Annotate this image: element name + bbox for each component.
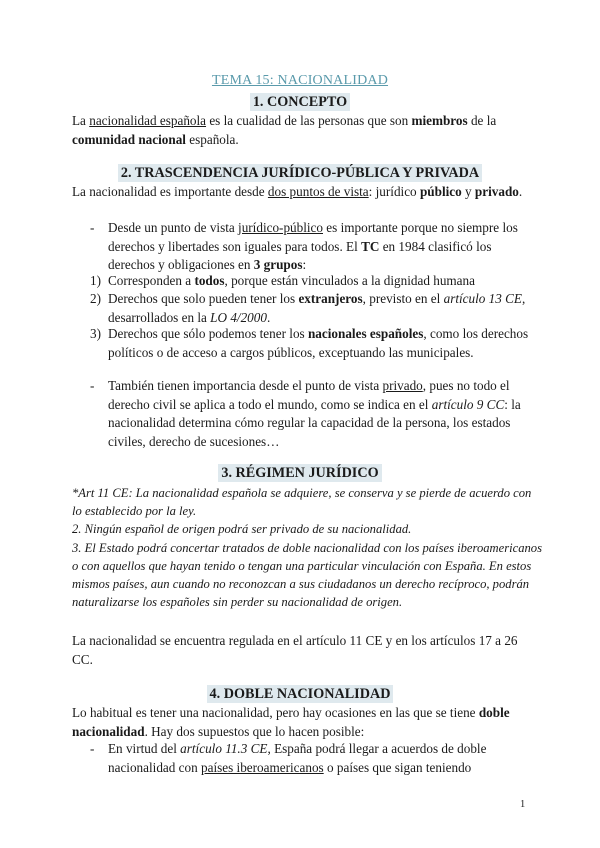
numbered-item-2: 2) Derechos que solo pueden tener los extranjeros, previsto en el artículo 13 CE, desarrollados en la LO 4/2000. <box>90 291 526 325</box>
section-heading-doble: 4. DOBLE NACIONALIDAD <box>0 684 600 704</box>
paragraph-doble-intro: Lo habitual es tener una nacionalidad, pero hay ocasiones en las que se tiene doble nacionalidad. Hay dos supuestos que lo hacen posible: <box>72 705 510 739</box>
section-heading-trascendencia: 2. TRASCENDENCIA JURÍDICO-PÚBLICA Y PRIVADA <box>0 163 600 183</box>
section-heading-concepto: 1. CONCEPTO <box>0 92 600 112</box>
quote-line-2: 2. Ningún español de origen podrá ser privado de su nacionalidad. <box>72 522 412 537</box>
paragraph-regulacion: La nacionalidad se encuentra regulada en el artículo 11 CE y en los artículos 17 a 26 CC. <box>72 633 518 667</box>
numbered-item-1: 1) Corresponden a todos, porque están vinculados a la dignidad humana <box>90 273 475 288</box>
article-11-quote <box>72 484 542 611</box>
paragraph-concepto: La nacionalidad española es la cualidad de las personas que son miembros de la comunidad nacional española. <box>72 113 497 147</box>
quote-line-3: 3. El Estado podrá concertar tratados de doble nacionalidad con los países iberoamericanos o con aquellos que hayan tenido o tengan una particular vinculación con España. En estos mismos países, aun cuando no reconozcan a sus ciudadanos un derecho recíproco, podrán naturalizarse los españoles sin perder su nacionalidad de origen. <box>72 540 543 610</box>
list-item-juridico-publico: - Desde un punto de vista jurídico-público es importante porque no siempre los derechos y libertades son iguales para todos. El TC en 1984 clasificó los derechos y obligaciones en 3 grupos: <box>90 220 518 272</box>
paragraph-trascendencia-intro: La nacionalidad es importante desde dos puntos de vista: jurídico público y privado. <box>72 184 523 199</box>
list-item-articulo-11-3: - En virtud del artículo 11.3 CE, España podrá llegar a acuerdos de doble nacionalidad con países iberoamericanos o países que sigan teniendo <box>90 741 487 775</box>
list-item-privado: - También tienen importancia desde el punto de vista privado, pues no todo el derecho civil se aplica a todo el mundo, como se indica en el artículo 9 CC: la nacionalidad determina cómo regular la capacidad de la persona, los estados civiles, derecho de sucesiones… <box>90 378 521 449</box>
document-title: TEMA 15: NACIONALIDAD <box>211 73 389 88</box>
page-number: 1 <box>520 799 526 810</box>
section-heading-regimen: 3. RÉGIMEN JURÍDICO <box>0 463 600 483</box>
numbered-item-3: 3) Derechos que sólo podemos tener los nacionales españoles, como los derechos políticos o de acceso a cargos públicos, exceptuando las municipales. <box>90 326 529 360</box>
quote-line-1: *Art 11 CE: La nacionalidad española se adquiere, se conserva y se pierde de acuerdo con lo establecido por la ley. <box>72 486 532 519</box>
